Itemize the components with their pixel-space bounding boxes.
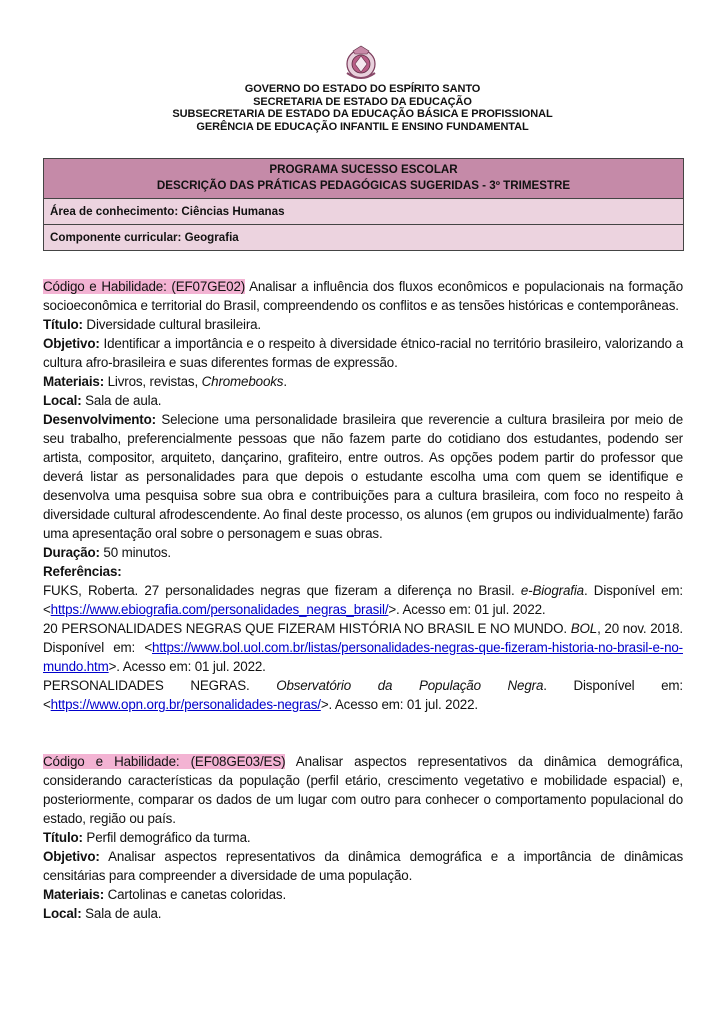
s1-references-heading xyxy=(43,562,683,581)
s1-materials-end: . xyxy=(283,374,287,389)
s1-development-label: Desenvolvimento: xyxy=(43,412,156,427)
s1-code-paragraph xyxy=(43,277,683,315)
ref3-access: >. Acesso em: 01 jul. 2022. xyxy=(320,697,478,712)
s1-reference-1 xyxy=(43,581,683,619)
s2-code-paragraph xyxy=(43,752,683,828)
s1-location-paragraph xyxy=(43,391,683,410)
s2-objective-label: Objetivo: xyxy=(43,849,100,864)
s1-materials-label: Materiais: xyxy=(43,374,105,389)
header-secretariat: SECRETARIA DE ESTADO DA EDUCAÇÃO xyxy=(253,95,472,108)
ref2-source: BOL xyxy=(570,621,598,636)
s1-reference-2 xyxy=(43,619,683,676)
knowledge-area-row: Área de conhecimento: Ciências Humanas xyxy=(44,199,683,225)
ref2-available: , 20 nov. 2018. Disponível em: < xyxy=(43,621,683,655)
ref1-access: >. Acesso em: 01 jul. 2022. xyxy=(388,602,546,617)
header-subsecretariat: SUBSECRETARIA DE ESTADO DA EDUCAÇÃO BÁSICA E PROFISSIONAL xyxy=(172,108,553,120)
ref3-text: PERSONALIDADES NEGRAS. xyxy=(43,678,277,693)
s2-materials: Cartolinas e canetas coloridas. xyxy=(104,887,287,902)
s1-materials-italic: Chromebooks xyxy=(201,374,284,389)
section-gap xyxy=(43,714,683,752)
s1-development: Selecione uma personalidade brasileira que reverencie a cultura brasileira por meio de seu trabalho, preferencialmente pessoas que não fazem parte do cotidiano dos estudantes, podendo ser artista, compositor, arquiteto, dançarino, grafiteiro, entre outros. As opções podem partir do professor que deverá listar as personalidades para que depois o estudante escolha uma com quem se identifique e desenvolva uma pesquisa sobre sua obra e contribuições para a cultura brasileira, com foco no respeito à diversidade cultural afrodescendente. Ao final deste processo, os alunos (em grupos ou individualmente) farão uma apresentação oral sobre o personagem e suas obras. xyxy=(43,412,683,541)
s2-title-paragraph xyxy=(43,828,683,847)
s1-materials: Livros, revistas, xyxy=(104,374,202,389)
s1-references-label: Referências: xyxy=(43,564,122,579)
ref1-source: e-Biografia xyxy=(520,583,584,598)
s2-objective-paragraph xyxy=(43,847,683,885)
document-header xyxy=(0,83,725,133)
s1-objective-label: Objetivo: xyxy=(43,336,100,351)
practices-content xyxy=(43,277,683,923)
ref3-source: Observatório da População Negra xyxy=(276,678,544,693)
ref1-link[interactable]: https://www.ebiografia.com/personalidades_negras_brasil/ xyxy=(50,602,389,617)
curricular-component-row: Componente curricular: Geografia xyxy=(44,225,683,250)
s1-title-label: Título: xyxy=(43,317,83,332)
s1-title-paragraph xyxy=(43,315,683,334)
s1-location-label: Local: xyxy=(43,393,82,408)
ref3-link[interactable]: https://www.opn.org.br/personalidades-negras/ xyxy=(50,697,321,712)
s1-duration: 50 minutos. xyxy=(99,545,171,560)
s1-duration-paragraph xyxy=(43,543,683,562)
program-title: PROGRAMA SUCESSO ESCOLAR xyxy=(269,163,458,176)
s2-materials-paragraph xyxy=(43,885,683,904)
ref1-available: . Disponível em: < xyxy=(43,583,683,617)
s1-objective-paragraph xyxy=(43,334,683,372)
s1-objective: Identificar a importância e o respeito à diversidade étnico-racial no território brasileiro, valorizando a cultura afro-brasileira e suas diferentes formas de expressão. xyxy=(43,336,683,370)
header-management: GERÊNCIA DE EDUCAÇÃO INFANTIL E ENSINO FUNDAMENTAL xyxy=(196,120,529,133)
s1-development-paragraph xyxy=(43,410,683,543)
s1-code-label: Código e Habilidade: (EF07GE02) xyxy=(43,279,246,294)
s2-code-label: Código e Habilidade: (EF08GE03/ES) xyxy=(43,754,286,769)
ref2-access: >. Acesso em: 01 jul. 2022. xyxy=(108,659,266,674)
ref2-text: 20 PERSONALIDADES NEGRAS QUE FIZERAM HISTÓRIA NO BRASIL E NO MUNDO. xyxy=(43,621,571,636)
s2-location: Sala de aula. xyxy=(81,906,162,921)
ref2-link[interactable]: https://www.bol.uol.com.br/listas/personalidades-negras-que-fizeram-historia-no-brasil-e-no-mundo.htm xyxy=(43,640,683,674)
s1-materials-paragraph xyxy=(43,372,683,391)
s1-duration-label: Duração: xyxy=(43,545,100,560)
program-subtitle: DESCRIÇÃO DAS PRÁTICAS PEDAGÓGICAS SUGERIDAS - 3º TRIMESTRE xyxy=(156,179,571,192)
s2-materials-label: Materiais: xyxy=(43,887,105,902)
ref1-text: FUKS, Roberta. 27 personalidades negras que fizeram a diferença no Brasil. xyxy=(43,583,521,598)
program-title-bar xyxy=(44,159,683,199)
s2-objective: Analisar aspectos representativos da dinâmica demográfica e a importância de dinâmicas censitárias para compreender a diversidade de uma população. xyxy=(43,849,683,883)
s1-title: Diversidade cultural brasileira. xyxy=(82,317,261,332)
s2-title: Perfil demográfico da turma. xyxy=(82,830,251,845)
s2-title-label: Título: xyxy=(43,830,83,845)
header-government: GOVERNO DO ESTADO DO ESPÍRITO SANTO xyxy=(244,83,481,95)
s2-location-label: Local: xyxy=(43,906,82,921)
s2-location-paragraph xyxy=(43,904,683,923)
s1-reference-3 xyxy=(43,676,683,714)
ref3-available: . Disponível em: < xyxy=(43,678,684,712)
s1-location: Sala de aula. xyxy=(81,393,162,408)
s1-code-text: Analisar a influência dos fluxos econômicos e populacionais na formação socioeconômica e territorial do Brasil, compreendendo os conflitos e as tensões históricas e contemporâneas. xyxy=(43,279,683,313)
s2-code-text: Analisar aspectos representativos da dinâmica demográfica, considerando características da população (perfil etário, crescimento vegetativo e mobilidade espacial) e, posteriormente, comparar os dados de um lugar com outro para conhecer o comportamento populacional do estado, região ou país. xyxy=(43,754,683,826)
state-coat-of-arms-icon xyxy=(341,43,381,83)
program-info-table xyxy=(43,158,684,251)
